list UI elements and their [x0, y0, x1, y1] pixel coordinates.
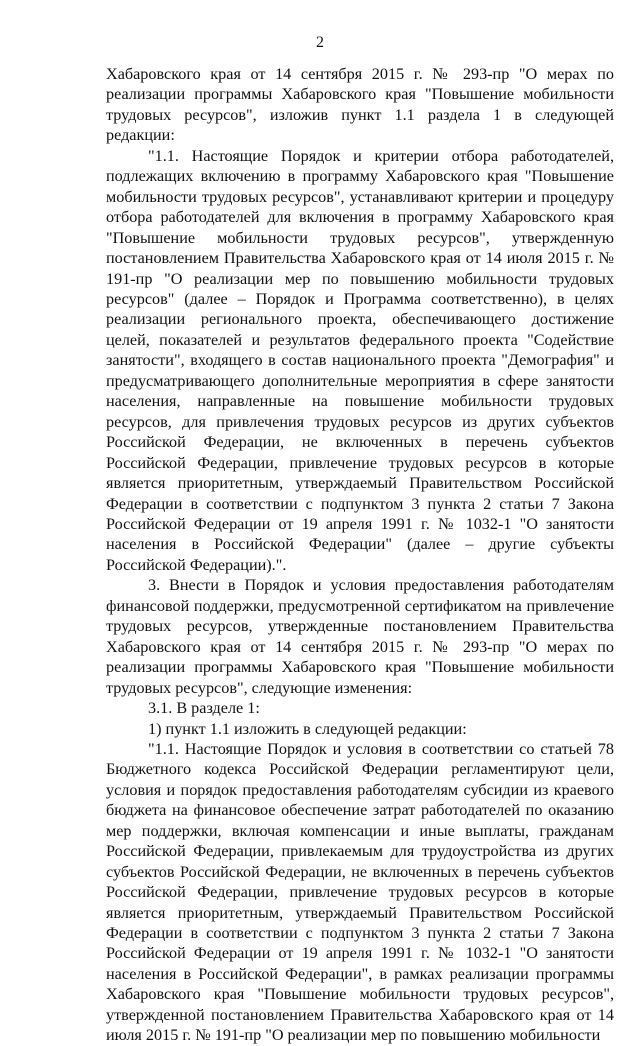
page-number: 2	[316, 34, 324, 51]
paragraph-subitem-1: 1) пункт 1.1 изложить в следующей редакции:	[148, 719, 467, 738]
paragraph-continuation: Хабаровского края от 14 сентября 2015 г. № 293-пр "О мерах по реализации программы Хабаровского края "Повышение мобильности трудовых ресурсов", изложив пункт 1.1 раздела 1 в следующей редакции:	[106, 65, 614, 145]
paragraph-quote-1-1: "1.1. Настоящие Порядок и критерии отбора работодателей, подлежащих включению в программу Хабаровского края "Повышение мобильности трудовых ресурсов", устанавливают критерии и процедуру отбора работодателей для включения в программу Хабаровского края "Повышение мобильности трудовых ресурсов", утвержденную постановлением Правительства Хабаровского края от 14 июля 2015 г. № 191-пр "О реализации мер по повышению мобильности трудовых ресурсов" (далее – Порядок и Программа соответственно), в целях реализации регионального проекта, обеспечивающего достижение целей, показателей и результатов федерального проекта "Содействие занятости", входящего в состав национального проекта "Демография" и предусматривающего дополнительные мероприятия в сфере занятости населения, направленные на повышение мобильности трудовых ресурсов, для привлечения трудовых ресурсов из других субъектов Российской Федерации, не включенных в перечень субъектов Российской Федерации, привлечение трудовых ресурсов в которые является приоритетным, утверждаемый Правительством Российской Федерации в соответствии с подпунктом 3 пункта 2 статьи 7 Закона Российской Федерации от 19 апреля 1991 г. № 1032-1 "О занятости населения в Российской Федерации" (далее – другие субъекты Российской Федерации).".	[106, 146, 614, 574]
paragraph-item-3: 3. Внести в Порядок и условия предоставления работодателям финансовой поддержки, предусмотренной сертификатом на привлечение трудовых ресурсов, утвержденные постановлением Правительства Хабаровского края от 14 сентября 2015 г. № 293-пр "О мерах по реализации программы Хабаровского края "Повышение мобильности трудовых ресурсов", следующие изменения:	[106, 576, 614, 697]
document-body	[106, 64, 614, 1046]
paragraph-item-3-1: 3.1. В разделе 1:	[148, 699, 260, 718]
paragraph-quote-1-1-new: "1.1. Настоящие Порядок и условия в соответствии со статьей 78 Бюджетного кодекса Российской Федерации регламентируют цели, условия и порядок предоставления работодателям субсидии из краевого бюджета на финансовое обеспечение затрат работодателей по оказанию мер поддержки, включая компенсации и иные выплаты, гражданам Российской Федерации, привлекаемым для трудоустройства из других субъектов Российской Федерации, не включенных в перечень субъектов Российской Федерации, привлечение трудовых ресурсов в которые является приоритетным, утверждаемый Правительством Российской Федерации в соответствии с подпунктом 3 пункта 2 статьи 7 Закона Российской Федерации от 19 апреля 1991 г. № 1032-1 "О занятости населения в Российской Федерации", в рамках реализации программы Хабаровского края "Повышение мобильности трудовых ресурсов", утвержденной постановлением Правительства Хабаровского края от 14 июля 2015 г. № 191-пр "О реализации мер по повышению мобильности	[106, 739, 614, 1045]
